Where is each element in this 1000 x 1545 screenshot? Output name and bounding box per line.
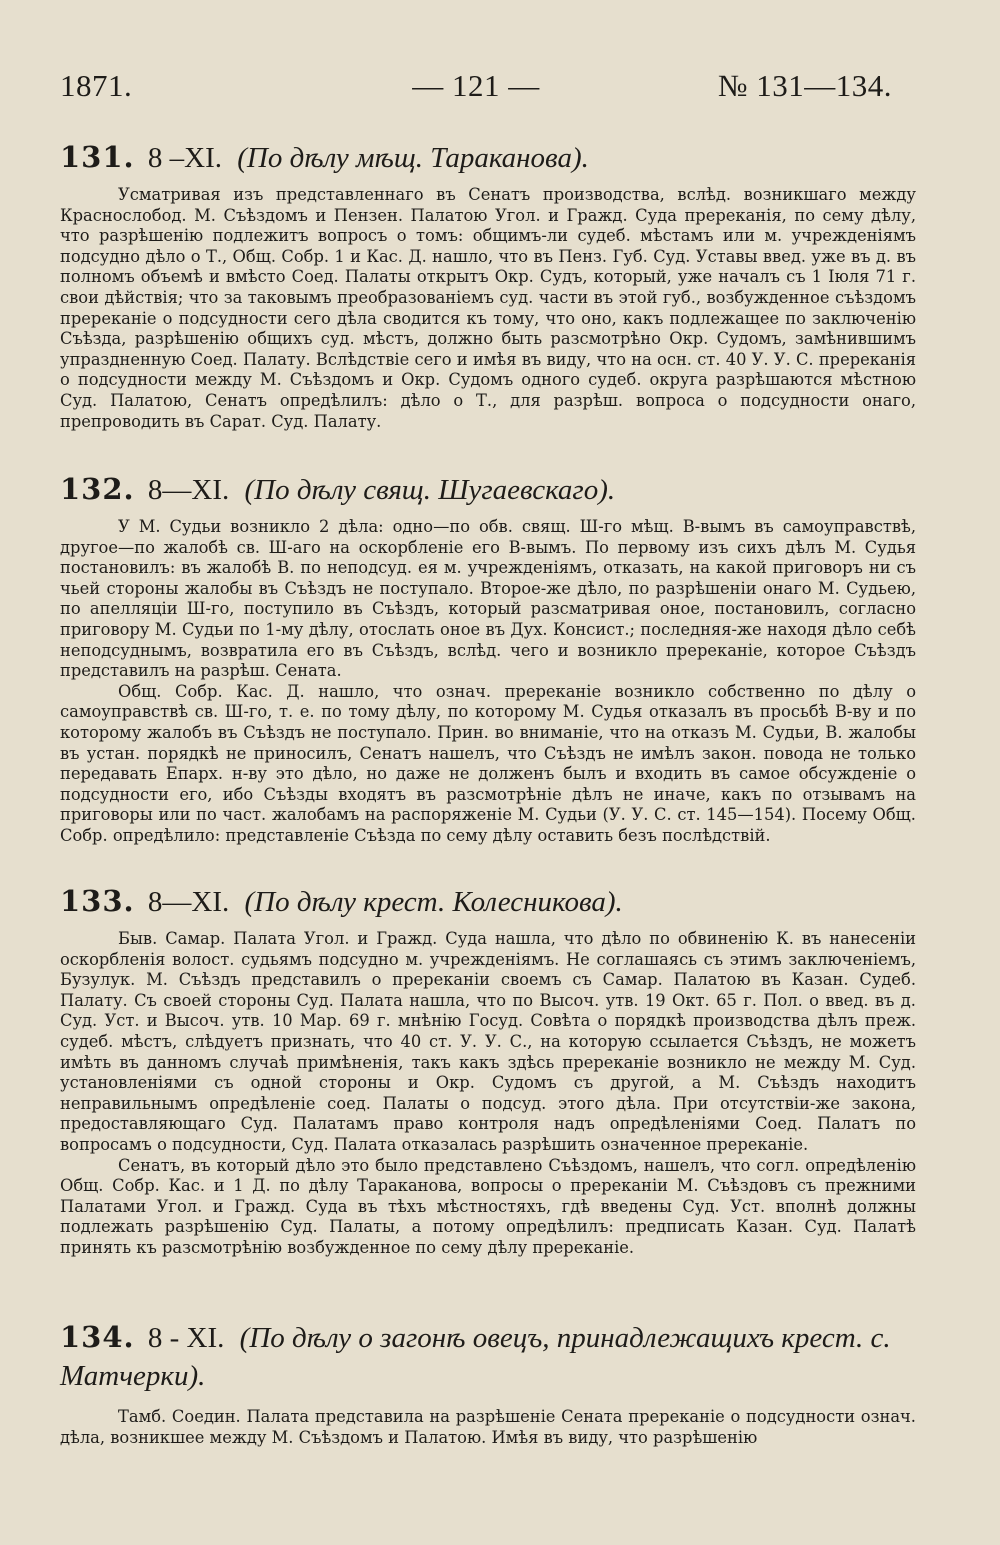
case-paragraph: Общ. Собр. Кас. Д. нашло, что означ. пререканіе возникло собственно по дѣлу о самоуправствѣ св. Ш-го, т. е. по тому дѣлу, по которому М. Судья отказалъ въ просьбѣ В-ву и по которому жалобъ въ Съѣздъ не поступало. Прин. во вниманіе, что на отказъ М. Судьи, В. жалобы въ устан. порядкѣ не приносилъ, Сенатъ нашелъ, что Съѣздъ не имѣлъ закон. повода не только передавать Епарх. н-ву это дѣло, но даже не долженъ былъ и входить въ самое обсужденіе о подсудности его, ибо Съѣзды входятъ въ разсмотрѣніе дѣлъ не иначе, какъ по отзывамъ на приговоры или по част. жалобамъ на распоряженіе М. Судьи (У. У. С. ст. 145—154). Посему Общ. Собр. опредѣлило: представленіе Съѣзда по сему дѣлу оставить безъ послѣдствій.	[60, 681, 916, 845]
case-heading	[60, 470, 916, 509]
header-page-number: — 121 —	[412, 68, 540, 103]
case-date: 8 - XI.	[147, 1322, 225, 1354]
case-number: 132.	[60, 472, 135, 506]
case-paragraph: Сенатъ, въ который дѣло это было представлено Съѣздомъ, нашелъ, что согл. опредѣленію Общ. Собр. Кас. и 1 Д. по дѣлу Тараканова, вопросы о пререканіи М. Съѣздовъ съ прежними Палатами Угол. и Гражд. Суда въ тѣхъ мѣстностяхъ, гдѣ введены Суд. Уст. вполнѣ должны подлежать разрѣшенію Суд. Палаты, а потому опредѣлилъ: предписать Казан. Суд. Палатѣ принять къ разсмотрѣнію возбужденное по сему дѣлу пререканіе.	[60, 1155, 916, 1257]
case-title: (По дѣлу о загонѣ овецъ, принадлежащихъ крест. с. Матчерки).	[60, 1322, 891, 1392]
case-132	[60, 470, 916, 847]
case-paragraph: Быв. Самар. Палата Угол. и Гражд. Суда нашла, что дѣло по обвиненію К. въ нанесеніи оскорбленія волост. судьямъ подсудно м. учрежденіямъ. Не соглашаясь съ этимъ заключеніемъ, Бузулук. М. Съѣздъ представилъ о пререканіи своемъ съ Самар. Палатою въ Казан. Судеб. Палату. Съ своей стороны Суд. Палата нашла, что по Высоч. утв. 19 Окт. 65 г. Пол. о введ. въ д. Суд. Уст. и Высоч. утв. 10 Мар. 69 г. мнѣнію Госуд. Совѣта о порядкѣ производства дѣлъ преж. судеб. мѣстъ, слѣдуетъ признать, что 40 ст. У. У. С., на которую ссылается Съѣздъ, не можетъ имѣть въ данномъ случаѣ примѣненія, такъ какъ здѣсь пререканіе возникло не между М. Суд. установленіями съ одной стороны и Окр. Судомъ съ другой, а М. Съѣздъ находитъ неправильнымъ опредѣленіе соед. Палаты о подсуд. этого дѣла. При отсутствіи-же закона, предоставляющаго Суд. Палатамъ право контроля надъ опредѣленіями Соед. Палатъ по вопросамъ о подсудности, Суд. Палата отказалась разрѣшить означенное пререканіе.	[60, 929, 916, 1154]
case-title: (По дѣлу свящ. Шугаевскаго).	[244, 474, 616, 506]
case-131	[60, 138, 916, 432]
case-paragraph: У М. Судьи возникло 2 дѣла: одно—по обв. свящ. Ш-го мѣщ. В-вымъ въ самоуправствѣ, другое—по жалобѣ св. Ш-аго на оскорбленіе его В-вымъ. По первому изъ сихъ дѣлъ М. Судья постановилъ: въ жалобѣ В. по неподсуд. ея м. учрежденіямъ, отказать, на какой приговоръ ни съ чьей стороны жалобы въ Съѣздъ не поступало. Второе-же дѣло, по разрѣшеніи онаго М. Судьею, по апелляціи Ш-го, поступило въ Съѣздъ, который разсматривая оное, постановилъ, согласно приговору М. Судьи по 1-му дѣлу, отослать оное въ Дух. Консист.; последняя-же находя дѣло себѣ неподсуднымъ, возвратила его въ Съѣздъ, вслѣд. чего и возникло пререканіе, которое Съѣздъ представилъ на разрѣш. Сената.	[60, 517, 916, 681]
case-date: 8—XI.	[147, 886, 230, 918]
case-heading	[60, 882, 916, 921]
running-header	[60, 68, 892, 108]
case-title: (По дѣлу мѣщ. Тараканова).	[237, 142, 589, 174]
header-year: 1871.	[60, 68, 133, 103]
case-paragraph: Усматривая изъ представленнаго въ Сенатъ производства, вслѣд. возникшаго между Краснослобод. М. Съѣздомъ и Пензен. Палатою Угол. и Гражд. Суда пререканія, по сему дѣлу, что разрѣшенію подлежитъ вопросъ о томъ: общимъ-ли судеб. мѣстамъ или м. учрежденіямъ подсудно дѣло о Т., Общ. Собр. 1 и Кас. Д. нашло, что въ Пенз. Губ. Суд. Уставы введ. уже въ д. въ полномъ объемѣ и вмѣсто Соед. Палаты открытъ Окр. Судъ, который, уже началъ съ 1 Іюля 71 г. свои дѣйствія; что за таковымъ преобразованіемъ суд. части въ этой губ., возбужденное съѣздомъ пререканіе о подсудности сего дѣла сводится къ тому, что оно, какъ подлежащее по заключенію Съѣзда, разрѣшенію общихъ суд. мѣстъ, должно быть разсмотрѣно Окр. Судомъ, замѣнившимъ упраздненную Соед. Палату. Вслѣдствіе сего и имѣя въ виду, что на осн. ст. 40 У. У. С. пререканія о подсудности между М. Съѣздомъ и Окр. Судомъ одного судеб. округа разрѣшаются мѣстною Суд. Палатою, Сенатъ опредѣлилъ: дѣло о Т., для разрѣш. вопроса о подсудности онаго, препроводить въ Сарат. Суд. Палату.	[60, 185, 916, 431]
case-133	[60, 882, 916, 1259]
case-paragraph: Тамб. Соедин. Палата представила на разрѣшеніе Сената пререканіе о подсудности означ. дѣла, возникшее между М. Съѣздомъ и Палатою. Имѣя въ виду, что разрѣшенію	[60, 1407, 916, 1447]
case-134	[60, 1318, 916, 1448]
case-title: (По дѣлу крест. Колесникова).	[244, 886, 623, 918]
case-date: 8 –XI.	[147, 142, 222, 174]
case-number: 133.	[60, 884, 135, 918]
case-date: 8—XI.	[147, 474, 230, 506]
case-number: 134.	[60, 1320, 135, 1354]
case-heading	[60, 1318, 916, 1395]
case-number: 131.	[60, 140, 135, 174]
header-case-range: № 131—134.	[717, 68, 892, 103]
case-heading	[60, 138, 916, 177]
